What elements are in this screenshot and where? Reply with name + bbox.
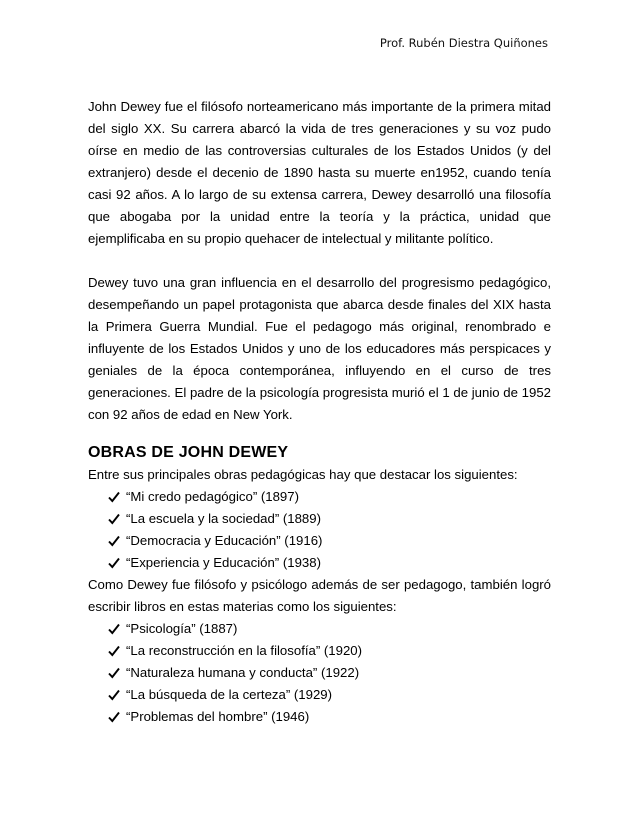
list-item bbox=[108, 640, 551, 662]
intro-pedagogical-works: Entre sus principales obras pedagógicas hay que destacar los siguientes: bbox=[88, 467, 518, 482]
check-icon bbox=[108, 706, 122, 728]
page-header-author: Prof. Rubén Diestra Quiñones bbox=[379, 36, 548, 50]
list-item bbox=[108, 530, 551, 552]
list-item bbox=[108, 662, 551, 684]
work-title: “Naturaleza humana y conducta” (1922) bbox=[126, 665, 360, 680]
document-body bbox=[88, 96, 551, 728]
check-icon bbox=[108, 508, 122, 530]
paragraph-influence: Dewey tuvo una gran influencia en el desarrollo del progresismo pedagógico, desempeñando un papel protagonista que abarca desde finales del XIX hasta la Primera Guerra Mundial. Fue el pedagogo más original, renombrado e influyente de los Estados Unidos y uno de los educadores más perspicaces y geniales de la época contemporánea, influyendo en el curso de tres generaciones. El padre de la psicología progresista murió el 1 de junio de 1952 con 92 años de edad en New York. bbox=[88, 275, 551, 422]
list-item bbox=[108, 706, 551, 728]
work-title: “Problemas del hombre” (1946) bbox=[126, 709, 310, 724]
work-title: “Experiencia y Educación” (1938) bbox=[126, 555, 321, 570]
check-icon bbox=[108, 684, 122, 706]
work-title: “Mi credo pedagógico” (1897) bbox=[126, 489, 299, 504]
check-icon bbox=[108, 486, 122, 508]
check-icon bbox=[108, 662, 122, 684]
list-item bbox=[108, 508, 551, 530]
work-title: “La búsqueda de la certeza” (1929) bbox=[126, 687, 333, 702]
list-item bbox=[108, 618, 551, 640]
section-heading: OBRAS DE JOHN DEWEY bbox=[88, 444, 289, 461]
intro-other-works: Como Dewey fue filósofo y psicólogo además de ser pedagogo, también logró escribir libros en estas materias como los siguientes: bbox=[88, 577, 551, 614]
check-icon bbox=[108, 640, 122, 662]
paragraph-spacer bbox=[88, 250, 551, 272]
list-item bbox=[108, 684, 551, 706]
work-title: “La escuela y la sociedad” (1889) bbox=[126, 511, 321, 526]
paragraph-biography: John Dewey fue el filósofo norteamericano más importante de la primera mitad del siglo XX. Su carrera abarcó la vida de tres generaciones y su voz pudo oírse en medio de las controversias culturales de los Estados Unidos (y del extranjero) desde el decenio de 1890 hasta su muerte en1952, cuando tenía casi 92 años. A lo largo de su extensa carrera, Dewey desarrolló una filosofía que abogaba por la unidad entre la teoría y la práctica, unidad que ejemplificaba en su propio quehacer de intelectual y militante político. bbox=[88, 99, 551, 246]
check-icon bbox=[108, 618, 122, 640]
work-title: “Democracia y Educación” (1916) bbox=[126, 533, 323, 548]
list-item bbox=[108, 486, 551, 508]
list-item bbox=[108, 552, 551, 574]
work-title: “Psicología” (1887) bbox=[126, 621, 238, 636]
check-icon bbox=[108, 530, 122, 552]
check-icon bbox=[108, 552, 122, 574]
work-title: “La reconstrucción en la filosofía” (1920) bbox=[126, 643, 363, 658]
other-works-list bbox=[88, 618, 551, 728]
pedagogical-works-list bbox=[88, 486, 551, 574]
